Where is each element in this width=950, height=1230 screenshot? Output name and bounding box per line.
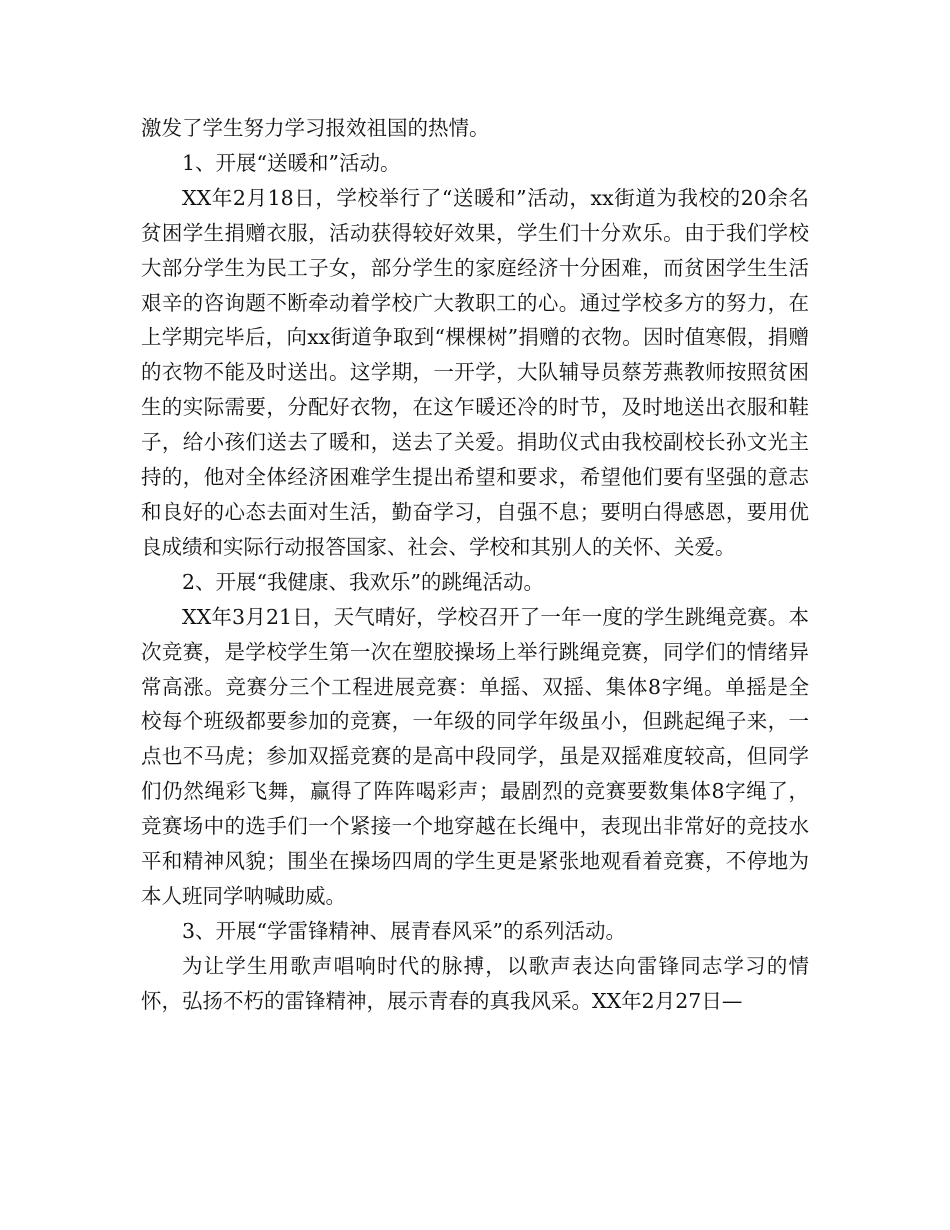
- heading-activity-2: 2、开展“我健康、我欢乐”的跳绳活动。: [182, 569, 545, 594]
- paragraph-continuation: 激发了学生努力学习报效祖国的热情。: [141, 116, 490, 140]
- paragraph-activity-2: XX年3月21日，天气晴好，学校召开了一年一度的学生跳绳竞赛。本次竞赛，是学校学生第一次在塑胶操场上举行跳绳竞赛，同学们的情绪异常高涨。竞赛分三个工程进展竞赛：单摇、双摇、集体8字绳。单摇是全校每个班级都要参加的竞赛，一年级的同学年级虽小，但跳起绳子来，一点也不马虎；参加双摇竞赛的是高中段同学，虽是双摇难度较高，但同学们仍然绳彩飞舞，赢得了阵阵喝彩声；最剧烈的竞赛要数集体8字绳了，竞赛场中的选手们一个紧接一个地穿越在长绳中，表现出非常好的竞技水平和精神风貌；围坐在操场四周的学生更是紧张地观看着竞赛，不停地为本人班同学呐喊助威。: [141, 604, 809, 908]
- paragraph-activity-1: XX年2月18日，学校举行了“送暖和”活动，xx街道为我校的20余名贫困学生捐赠衣服，活动获得较好效果，学生们十分欢乐。由于我们学校大部分学生为民工子女，部分学生的家庭经济十分困难，而贫困学生生活艰辛的咨询题不断牵动着学校广大教职工的心。通过学校多方的努力，在上学期完毕后，向xx街道争取到“棵棵树”捐赠的衣物。因时值寒假，捐赠的衣物不能及时送出。这学期，一开学，大队辅导员蔡芳燕教师按照贫困生的实际需要，分配好衣物，在这乍暖还冷的时节，及时地送出衣服和鞋子，给小孩们送去了暖和，送去了关爱。捐助仪式由我校副校长孙文光主持的，他对全体经济困难学生提出希望和要求，希望他们要有坚强的意志和良好的心态去面对生活，勤奋学习，自强不息；要明白得感恩，要用优良成绩和实际行动报答国家、社会、学校和其别人的关怀、关爱。: [141, 185, 809, 559]
- heading-activity-1: 1、开展“送暖和”活动。: [182, 150, 401, 175]
- document-body: [141, 111, 809, 1019]
- paragraph-activity-3: 为让学生用歌声唱响时代的脉搏，以歌声表达向雷锋同志学习的情怀，弘扬不朽的雷锋精神，展示青春的真我风采。XX年2月27日—: [141, 953, 809, 1013]
- heading-activity-3: 3、开展“学雷锋精神、展青春风采”的系列活动。: [182, 918, 627, 943]
